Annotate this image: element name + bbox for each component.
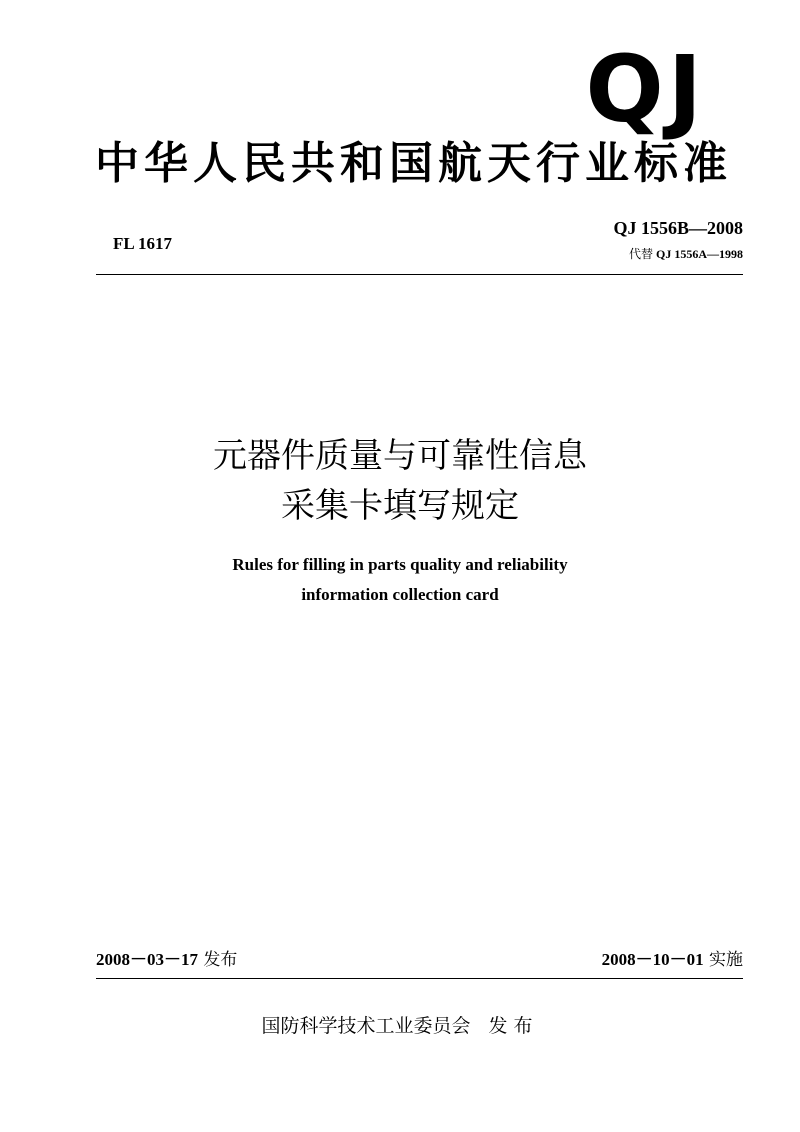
- issuer: [0, 1011, 800, 1038]
- title-en-line1: Rules for filling in parts quality and reliability: [232, 555, 568, 574]
- title-en-line2: information collection card: [301, 585, 499, 604]
- qj-logo: QJ: [585, 36, 706, 143]
- issuer-action: 发布: [488, 1015, 539, 1037]
- issue-date-label: 发布: [203, 950, 238, 970]
- title-cn-line2: 采集卡填写规定: [281, 486, 519, 526]
- title-cn-line1: 元器件质量与可靠性信息: [213, 436, 587, 476]
- issuer-name: 国防科学技术工业委员会: [261, 1015, 471, 1037]
- header-divider: [96, 274, 743, 275]
- issue-date: [96, 945, 237, 970]
- issue-date-value: 2008－03－17: [96, 950, 198, 969]
- effective-date-value: 2008－10－01: [601, 950, 704, 969]
- effective-date-label: 实施: [709, 950, 743, 970]
- effective-date: [602, 945, 743, 970]
- classification-code: FL 1617: [113, 234, 173, 253]
- footer-divider: [96, 978, 743, 979]
- replaces-number: QJ 1556A—1998: [656, 247, 743, 261]
- replaces-standard: [629, 245, 743, 262]
- industry-standard-title: 中华人民共和国航天行业标准: [95, 138, 732, 189]
- replaces-label: 代替: [628, 247, 653, 261]
- standard-number: QJ 1556B—2008: [613, 218, 743, 238]
